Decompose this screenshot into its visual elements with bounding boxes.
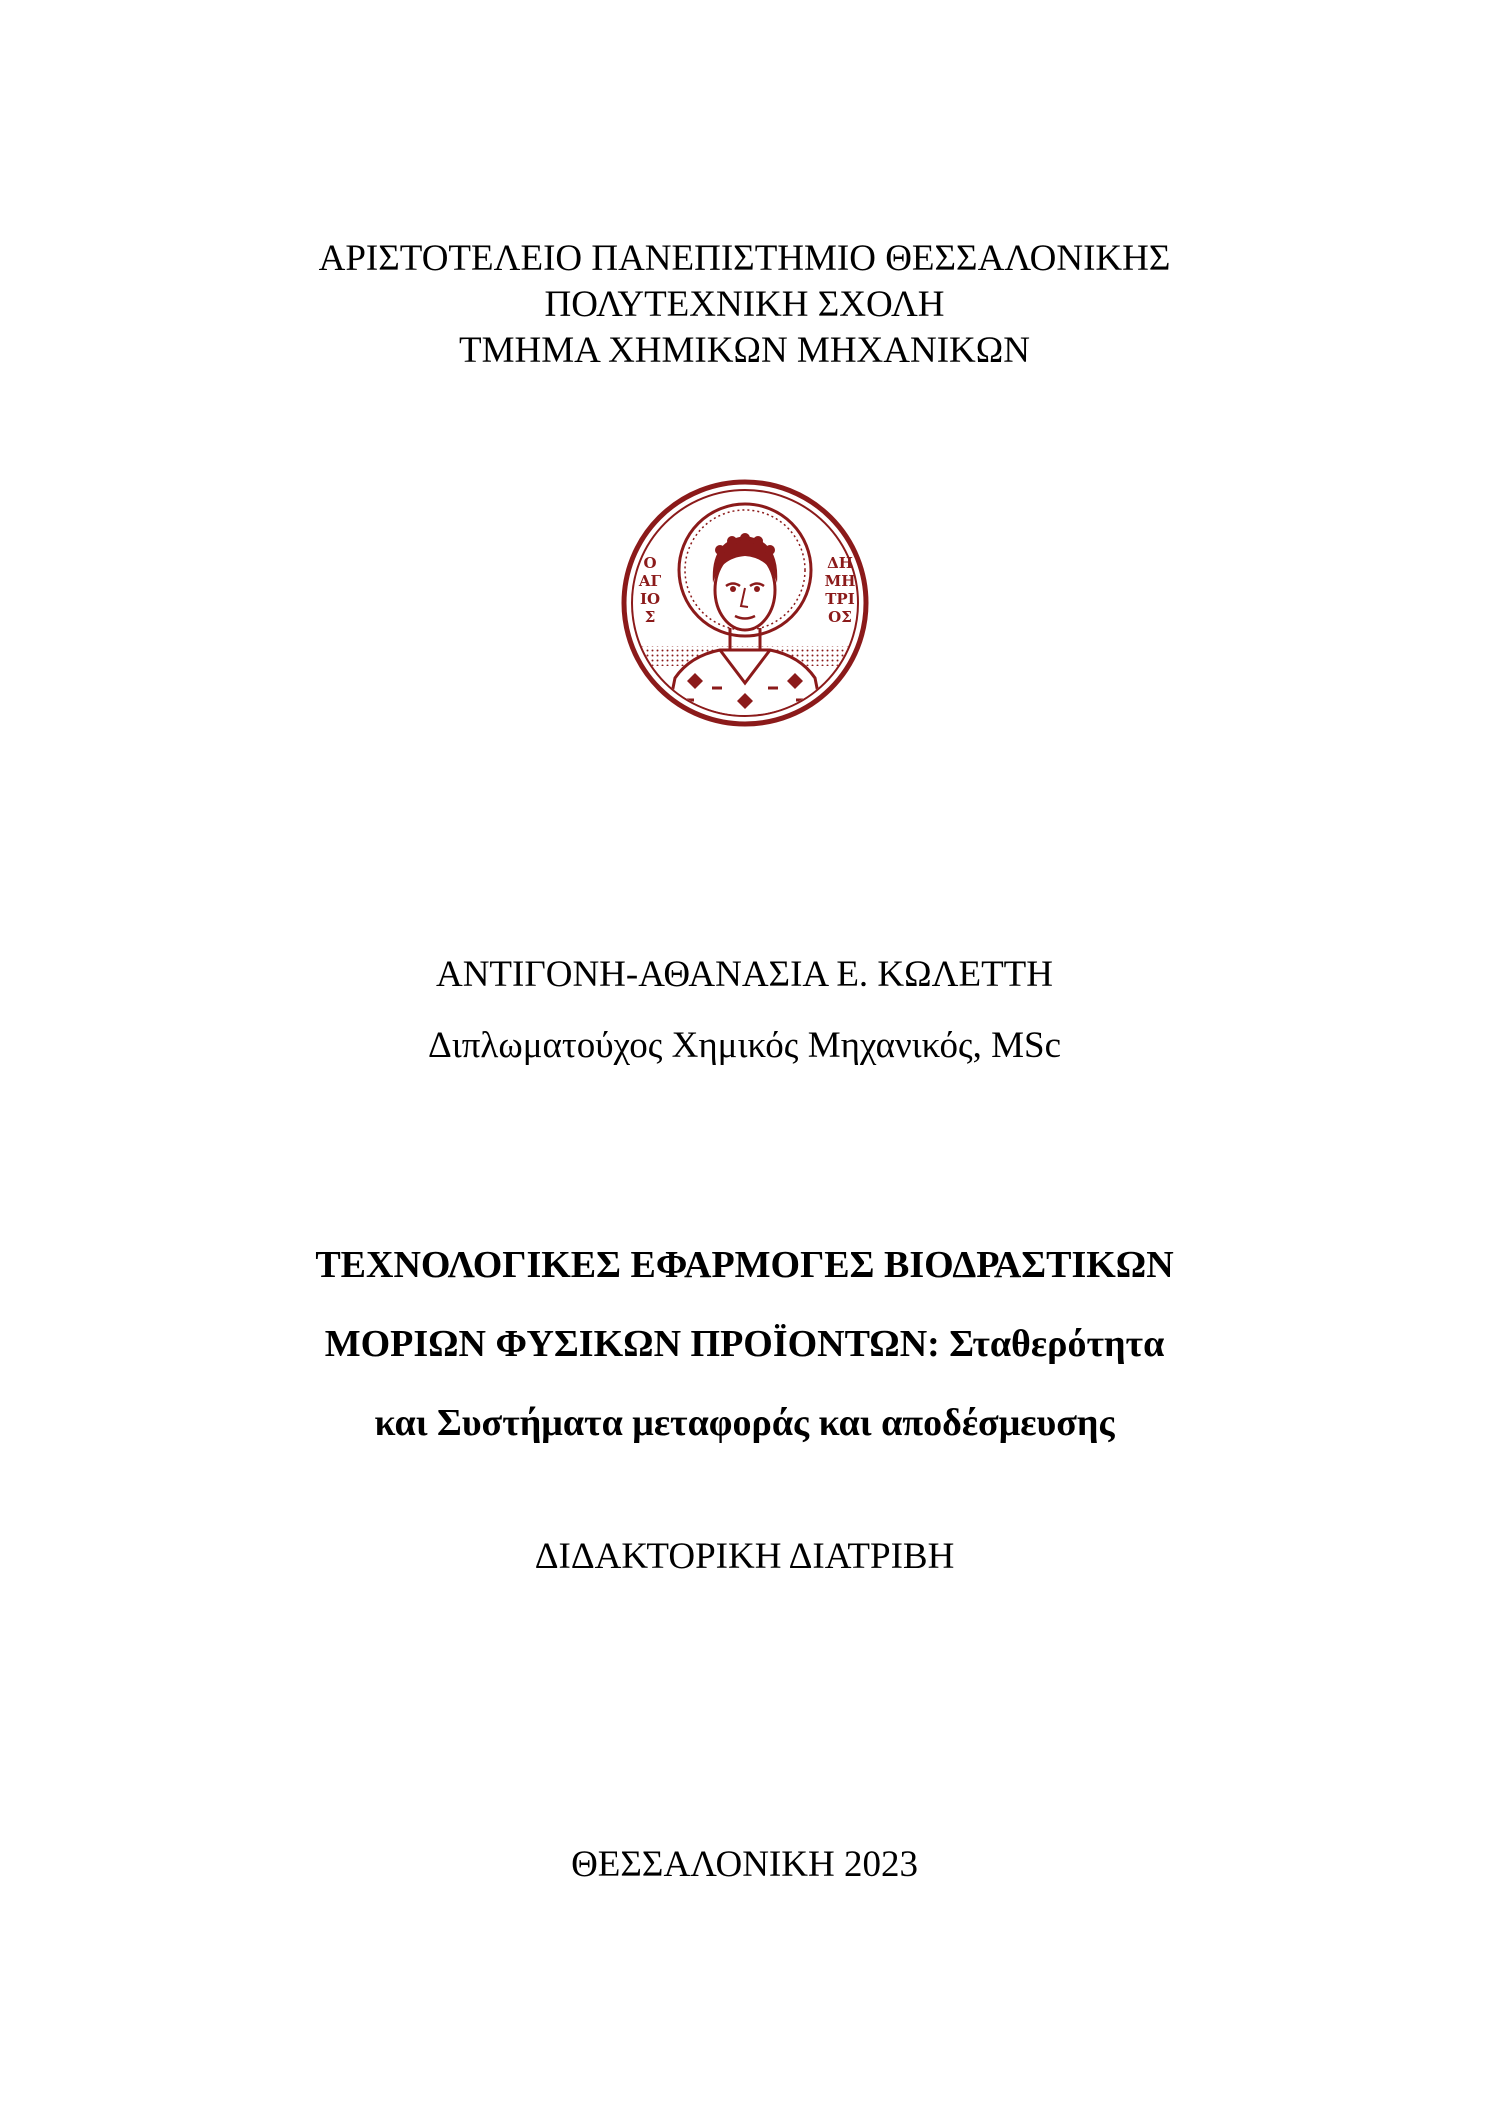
document-type: ΔΙΔΑΚΤΟΡΙΚΗ ΔΙΑΤΡΙΒΗ: [534, 1536, 955, 1577]
author-name: ΑΝΤΙΓΟΝΗ-ΑΘΑΝΑΣΙΑ Ε. ΚΩΛΕΤΤΗ: [435, 954, 1053, 995]
school-name: ΠΟΛΥΤΕΧΝΙΚΗ ΣΧΟΛΗ: [544, 284, 945, 325]
svg-text:ΙΟ: ΙΟ: [639, 590, 660, 608]
svg-text:Ο: Ο: [642, 554, 657, 572]
author-degree: Διπλωματούχος Χημικός Μηχανικός, MSc: [427, 1025, 1062, 1066]
university-seal-icon: [620, 478, 870, 728]
thesis-title-line-1: ΤΕΧΝΟΛΟΓΙΚΕΣ ΕΦΑΡΜΟΓΕΣ ΒΙΟΔΡΑΣΤΙΚΩΝ: [315, 1244, 1174, 1286]
svg-text:ΟΣ: ΟΣ: [827, 608, 852, 626]
university-name: ΑΡΙΣΤΟΤΕΛΕΙΟ ΠΑΝΕΠΙΣΤΗΜΙΟ ΘΕΣΣΑΛΟΝΙΚΗΣ: [318, 238, 1171, 279]
place-and-year: ΘΕΣΣΑΛΟΝΙΚΗ 2023: [571, 1844, 918, 1885]
svg-text:ΑΓ: ΑΓ: [638, 572, 661, 590]
university-seal: [0, 478, 1489, 728]
svg-text:ΔΗ: ΔΗ: [826, 554, 853, 572]
institution-header: [0, 236, 1489, 374]
thesis-title-line-2: ΜΟΡΙΩΝ ΦΥΣΙΚΩΝ ΠΡΟΪΟΝΤΩΝ: Σταθερότητα: [324, 1323, 1165, 1365]
department-name: ΤΜΗΜΑ ΧΗΜΙΚΩΝ ΜΗΧΑΝΙΚΩΝ: [459, 330, 1030, 371]
svg-text:ΤΡΙ: ΤΡΙ: [824, 590, 855, 608]
svg-text:ΜΗ: ΜΗ: [824, 572, 855, 590]
thesis-title-line-3: και Συστήματα μεταφοράς και αποδέσμευσης: [374, 1402, 1115, 1444]
thesis-title: [0, 1226, 1489, 1463]
svg-text:Σ: Σ: [644, 608, 655, 626]
